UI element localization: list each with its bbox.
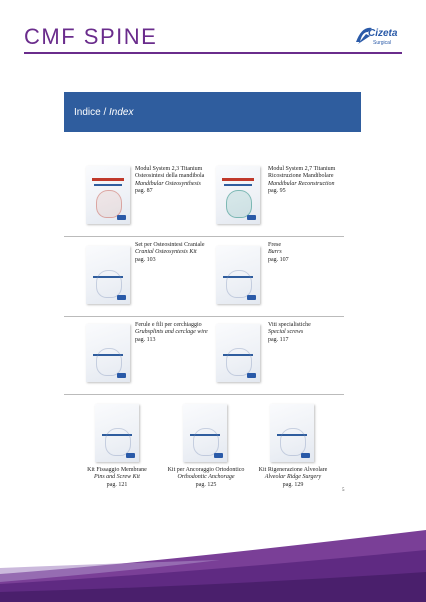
catalog-thumbnail[interactable] <box>183 404 227 462</box>
index-entry[interactable]: Set per Osteosintesi Craniale Cranial Osteosyntesis Kit pag. 103 <box>135 242 205 263</box>
section-divider <box>64 316 344 317</box>
footer-wave-decoration <box>0 520 426 602</box>
index-title-it: Indice / <box>74 107 107 118</box>
index-entry[interactable]: Viti specialistiche Special screws pag. 117 <box>268 322 311 343</box>
catalog-thumbnail[interactable] <box>216 324 260 382</box>
index-entry[interactable]: Kit per Ancoraggio Ortodontico Orthodontic Anchorage pag. 125 <box>167 467 245 488</box>
catalog-thumbnail[interactable] <box>86 246 130 304</box>
logo-subtext: Surgical <box>373 40 392 46</box>
index-entry[interactable]: Modul System 2,3 Titanium Osteosintesi della mandibola Mandibular Osteosynthesis pag. 87 <box>135 166 205 194</box>
header-divider <box>24 52 402 54</box>
index-entry[interactable]: Kit Fissaggio Membrane Pins and Screw Kit pag. 121 <box>87 467 147 488</box>
index-entry[interactable]: Modul System 2,7 Titanium Ricostruzione Mandibolare Mandibular Reconstruction pag. 95 <box>268 166 336 194</box>
index-entry[interactable]: Kit Rigenerazione Alveolare Alveolar Ridge Surgery pag. 129 <box>258 467 328 488</box>
catalog-thumbnail[interactable] <box>216 166 260 224</box>
logo-text: Cizeta <box>368 28 398 39</box>
catalog-thumbnail[interactable] <box>86 324 130 382</box>
section-divider <box>64 236 344 237</box>
index-entry[interactable]: Ferule e fili per cerchiaggio Grubsplints and cerclage wire pag. 113 <box>135 322 208 343</box>
page-number: 5 <box>342 488 345 493</box>
index-title <box>74 107 134 118</box>
page-title: CMF SPINE <box>24 24 158 49</box>
catalog-thumbnail[interactable] <box>270 404 314 462</box>
catalog-thumbnail[interactable] <box>86 166 130 224</box>
index-entry[interactable]: Frese Burrs pag. 107 <box>268 242 289 263</box>
catalog-thumbnail[interactable] <box>216 246 260 304</box>
catalog-thumbnail[interactable] <box>95 404 139 462</box>
section-divider <box>64 394 344 395</box>
index-title-en: Index <box>109 107 134 118</box>
